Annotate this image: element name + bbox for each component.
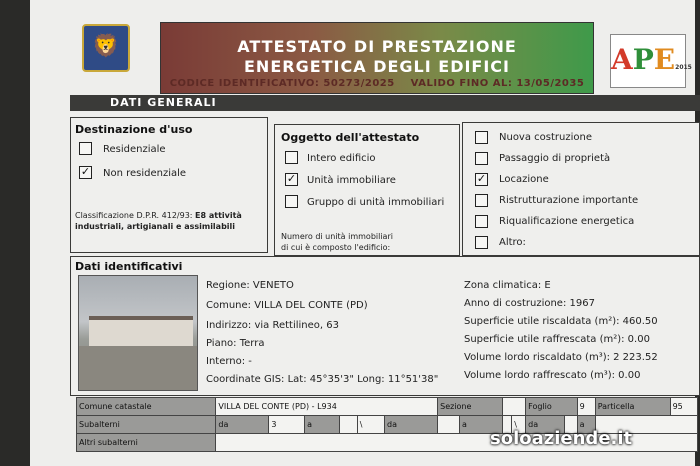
checkbox-unita-immobiliare[interactable]: ✓ — [286, 172, 297, 185]
destinazione-box — [70, 117, 268, 253]
sub-da-label-2: da — [385, 416, 438, 434]
label-non-residenziale: Non residenziale — [103, 168, 187, 179]
checkbox-ristrutturazione[interactable] — [475, 194, 488, 207]
building-shape — [89, 316, 193, 346]
subalterni-label: Subalterni — [77, 416, 216, 434]
logo-letter-e: E — [653, 43, 676, 76]
label-ristrutturazione: Ristrutturazione importante — [499, 195, 639, 206]
oggetto-box — [274, 124, 460, 256]
label-residenziale: Residenziale — [103, 144, 166, 155]
section-title-dati-generali: DATI GENERALI — [70, 95, 700, 111]
zona-climatica-text: Zona climatica: E — [464, 280, 551, 291]
comune-text: Comune: VILLA DEL CONTE (PD) — [206, 300, 368, 311]
oggetto-title: Oggetto dell'attestato — [281, 131, 420, 144]
checkbox-residenziale[interactable] — [79, 142, 92, 155]
identificativi-title: Dati identificativi — [75, 260, 183, 273]
altri-subalterni-label: Altri subalterni — [77, 434, 216, 452]
sub-a-label-1: a — [305, 416, 340, 434]
classification-value2: industriali, artigianali e assimilabili — [75, 222, 236, 231]
label-nuova-costruzione: Nuova costruzione — [499, 132, 592, 143]
label-passaggio-proprieta: Passaggio di proprietà — [499, 153, 611, 164]
volume-raffrescato-text: Volume lordo raffrescato (m³): 0.00 — [464, 370, 641, 381]
label-gruppo-unita: Gruppo di unità immobiliari — [307, 197, 445, 208]
sub-slash-2: \ — [512, 416, 526, 434]
foglio-label: Foglio — [526, 398, 577, 416]
sub-slash-1: \ — [357, 416, 384, 434]
destinazione-title: Destinazione d'uso — [75, 123, 193, 136]
label-intero-edificio: Intero edificio — [307, 153, 376, 164]
title-line1: ATTESTATO DI PRESTAZIONE — [237, 37, 517, 56]
building-photo — [78, 275, 198, 391]
checkbox-non-residenziale[interactable]: ✓ — [80, 165, 91, 178]
sub-a-label-2: a — [459, 416, 502, 434]
classification-label: Classificazione D.P.R. 412/93: — [75, 211, 193, 220]
motivazione-box — [462, 122, 700, 256]
code-line — [161, 78, 593, 89]
indirizzo-text: Indirizzo: via Rettilineo, 63 — [206, 320, 339, 331]
title-banner — [160, 22, 594, 94]
logo-letter-p: P — [632, 43, 654, 76]
label-unita-immobiliare: Unità immobiliare — [307, 175, 396, 186]
units-note-line1: Numero di unità immobiliari — [281, 232, 393, 241]
comune-catastale-label: Comune catastale — [77, 398, 216, 416]
table-row — [77, 398, 698, 416]
coordinate-gis-text: Coordinate GIS: Lat: 45°35'3" Long: 11°51'38" — [206, 374, 439, 385]
code-label: CODICE IDENTIFICATIVO: — [169, 78, 320, 89]
checkbox-passaggio-proprieta[interactable] — [475, 152, 488, 165]
sub-da-value-1: 3 — [269, 416, 305, 434]
checkbox-locazione[interactable]: ✓ — [476, 172, 487, 185]
code-value: 50273/2025 — [323, 78, 395, 89]
checkbox-riqualificazione[interactable] — [475, 215, 488, 228]
regione-text: Regione: VENETO — [206, 280, 294, 291]
sub-da-label-3: da — [526, 416, 565, 434]
sub-a-label-3: a — [577, 416, 595, 434]
logo-letter-a: A — [611, 43, 633, 76]
ground-shape — [79, 346, 197, 390]
volume-riscaldato-text: Volume lordo riscaldato (m³): 2 223.52 — [464, 352, 658, 363]
sezione-label: Sezione — [438, 398, 503, 416]
region-crest-icon: 🦁 — [82, 24, 130, 72]
checkbox-gruppo-unita[interactable] — [285, 195, 298, 208]
logo-year: 2015 — [675, 64, 692, 71]
label-riqualificazione: Riqualificazione energetica — [499, 216, 635, 227]
label-locazione: Locazione — [499, 174, 549, 185]
superficie-raffrescata-text: Superficie utile raffrescata (m²): 0.00 — [464, 334, 650, 345]
classification-value: E8 attività — [195, 211, 242, 220]
particella-value: 95 — [670, 398, 697, 416]
sezione-value — [503, 398, 526, 416]
checkbox-nuova-costruzione[interactable] — [475, 131, 488, 144]
particella-label: Particella — [595, 398, 670, 416]
checkbox-intero-edificio[interactable] — [285, 151, 298, 164]
interno-text: Interno: - — [206, 356, 252, 367]
foglio-value: 9 — [577, 398, 595, 416]
comune-catastale-value: VILLA DEL CONTE (PD) - L934 — [216, 398, 438, 416]
title-line2: ENERGETICA DEGLI EDIFICI — [244, 57, 510, 76]
label-altro: Altro: — [499, 237, 526, 248]
superficie-riscaldata-text: Superficie utile riscaldata (m²): 460.50 — [464, 316, 658, 327]
sub-da-value-2 — [438, 416, 460, 434]
units-note-line2: di cui è composto l'edificio: — [281, 243, 391, 252]
watermark-text: soloaziende.it — [490, 428, 633, 449]
valid-label: VALIDO FINO AL: — [410, 78, 513, 89]
certificate-page — [30, 0, 695, 466]
sub-da-label-1: da — [216, 416, 269, 434]
anno-costruzione-text: Anno di costruzione: 1967 — [464, 298, 595, 309]
sub-a-value-1 — [340, 416, 358, 434]
units-note — [281, 231, 393, 253]
classification-text — [75, 210, 263, 232]
valid-value: 13/05/2035 — [516, 78, 585, 89]
checkbox-altro[interactable] — [475, 236, 488, 249]
ape-logo — [610, 34, 692, 88]
piano-text: Piano: Terra — [206, 338, 265, 349]
